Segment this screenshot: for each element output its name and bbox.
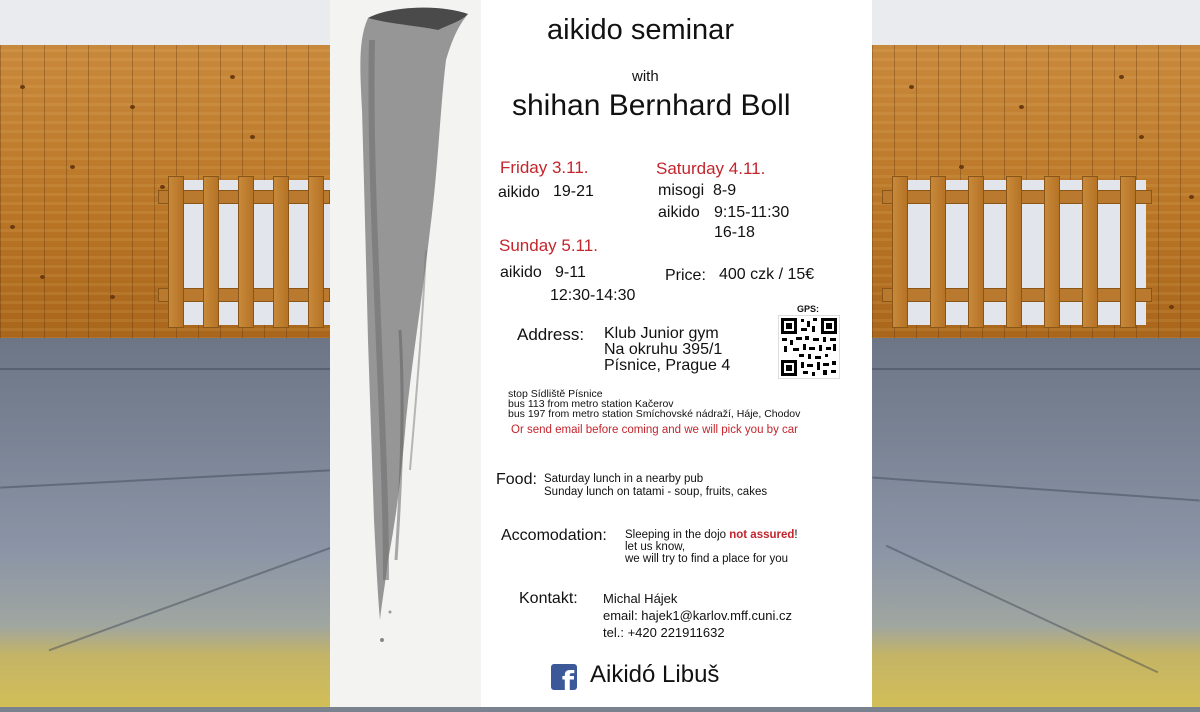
saturday-time-2: 9:15-11:30 [714, 204, 790, 221]
transport-line-2: bus 113 from metro station Kačerov [508, 398, 674, 410]
dojo-photo-right [872, 0, 1200, 707]
wood-knot [1019, 105, 1024, 109]
contact-phone[interactable]: tel.: +420 221911632 [603, 625, 725, 640]
sunday-heading: Sunday 5.11. [499, 236, 598, 255]
wall [872, 0, 1200, 45]
saturday-time-1: 8-9 [713, 182, 737, 199]
wall [0, 0, 330, 45]
address-label: Address: [517, 325, 585, 344]
wood-knot [20, 85, 25, 89]
gps-label: GPS: [797, 304, 820, 314]
sunday-time-1: 9-11 [555, 264, 586, 281]
contact-email[interactable]: email: hajek1@karlov.mff.cuni.cz [603, 608, 793, 623]
transport-line-3: bus 197 from metro station Smíchovské nádraží, Háje, Chodov [508, 408, 801, 420]
address-line-3: Písnice, Prague 4 [604, 357, 731, 374]
wood-knot [959, 165, 964, 169]
price-value: 400 czk / 15€ [719, 266, 815, 283]
friday-heading: Friday 3.11. [500, 158, 589, 177]
radiator-fence [882, 170, 1152, 335]
instructor-name: shihan Bernhard Boll [512, 89, 791, 122]
contact-label: Kontakt: [519, 590, 578, 607]
transport-line-1: stop Sídliště Písnice [508, 388, 603, 400]
seminar-title: aikido seminar [547, 14, 734, 46]
accommodation-line-2: let us know, [625, 541, 686, 553]
not-assured-text: not assured [729, 529, 795, 541]
seminar-poster [330, 0, 872, 707]
wood-knot [909, 85, 914, 89]
wood-knot [130, 105, 135, 109]
dojo-photo-left [0, 0, 330, 707]
wood-knot [1139, 135, 1144, 139]
food-label: Food: [496, 471, 537, 488]
price-label: Price: [665, 267, 706, 284]
pickup-note: Or send email before coming and we will pick you by car [511, 424, 798, 436]
wood-knot [1119, 75, 1124, 79]
saturday-heading: Saturday 4.11. [656, 159, 766, 178]
sunday-activity: aikido [500, 264, 542, 281]
wood-knot [110, 295, 115, 299]
wood-knot [1169, 305, 1174, 309]
food-line-2: Sunday lunch on tatami - soup, fruits, cakes [544, 486, 768, 498]
wood-knot [250, 135, 255, 139]
address-line-2: Na okruhu 395/1 [604, 341, 723, 358]
radiator-fence [158, 170, 330, 335]
wood-knot [230, 75, 235, 79]
facebook-page-name[interactable]: Aikidó Libuš [590, 661, 720, 688]
friday-time: 19-21 [553, 183, 594, 200]
wood-knot [1189, 195, 1194, 199]
accommodation-text: Sleeping in the dojo [625, 529, 730, 541]
contact-name: Michal Hájek [603, 591, 678, 606]
tatami-floor [872, 338, 1200, 707]
facebook-icon[interactable]: f [551, 664, 577, 690]
exclamation-text: ! [794, 529, 798, 541]
with-label: with [632, 68, 659, 85]
saturday-activity-1: misogi [658, 182, 705, 199]
qr-code-icon [778, 315, 840, 379]
accommodation-line-3: we will try to find a place for you [625, 553, 788, 565]
wood-knot [40, 275, 45, 279]
food-line-1: Saturday lunch in a nearby pub [544, 473, 704, 485]
brush-stroke-art [330, 0, 481, 707]
address-line-1: Klub Junior gym [604, 325, 719, 342]
saturday-time-3: 16-18 [714, 224, 755, 241]
accommodation-label: Accomodation: [501, 527, 607, 544]
friday-activity: aikido [498, 184, 540, 201]
tatami-floor [0, 338, 330, 707]
wood-knot [10, 225, 15, 229]
wood-knot [70, 165, 75, 169]
sunday-time-2: 12:30-14:30 [550, 287, 636, 304]
saturday-activity-2: aikido [658, 204, 700, 221]
